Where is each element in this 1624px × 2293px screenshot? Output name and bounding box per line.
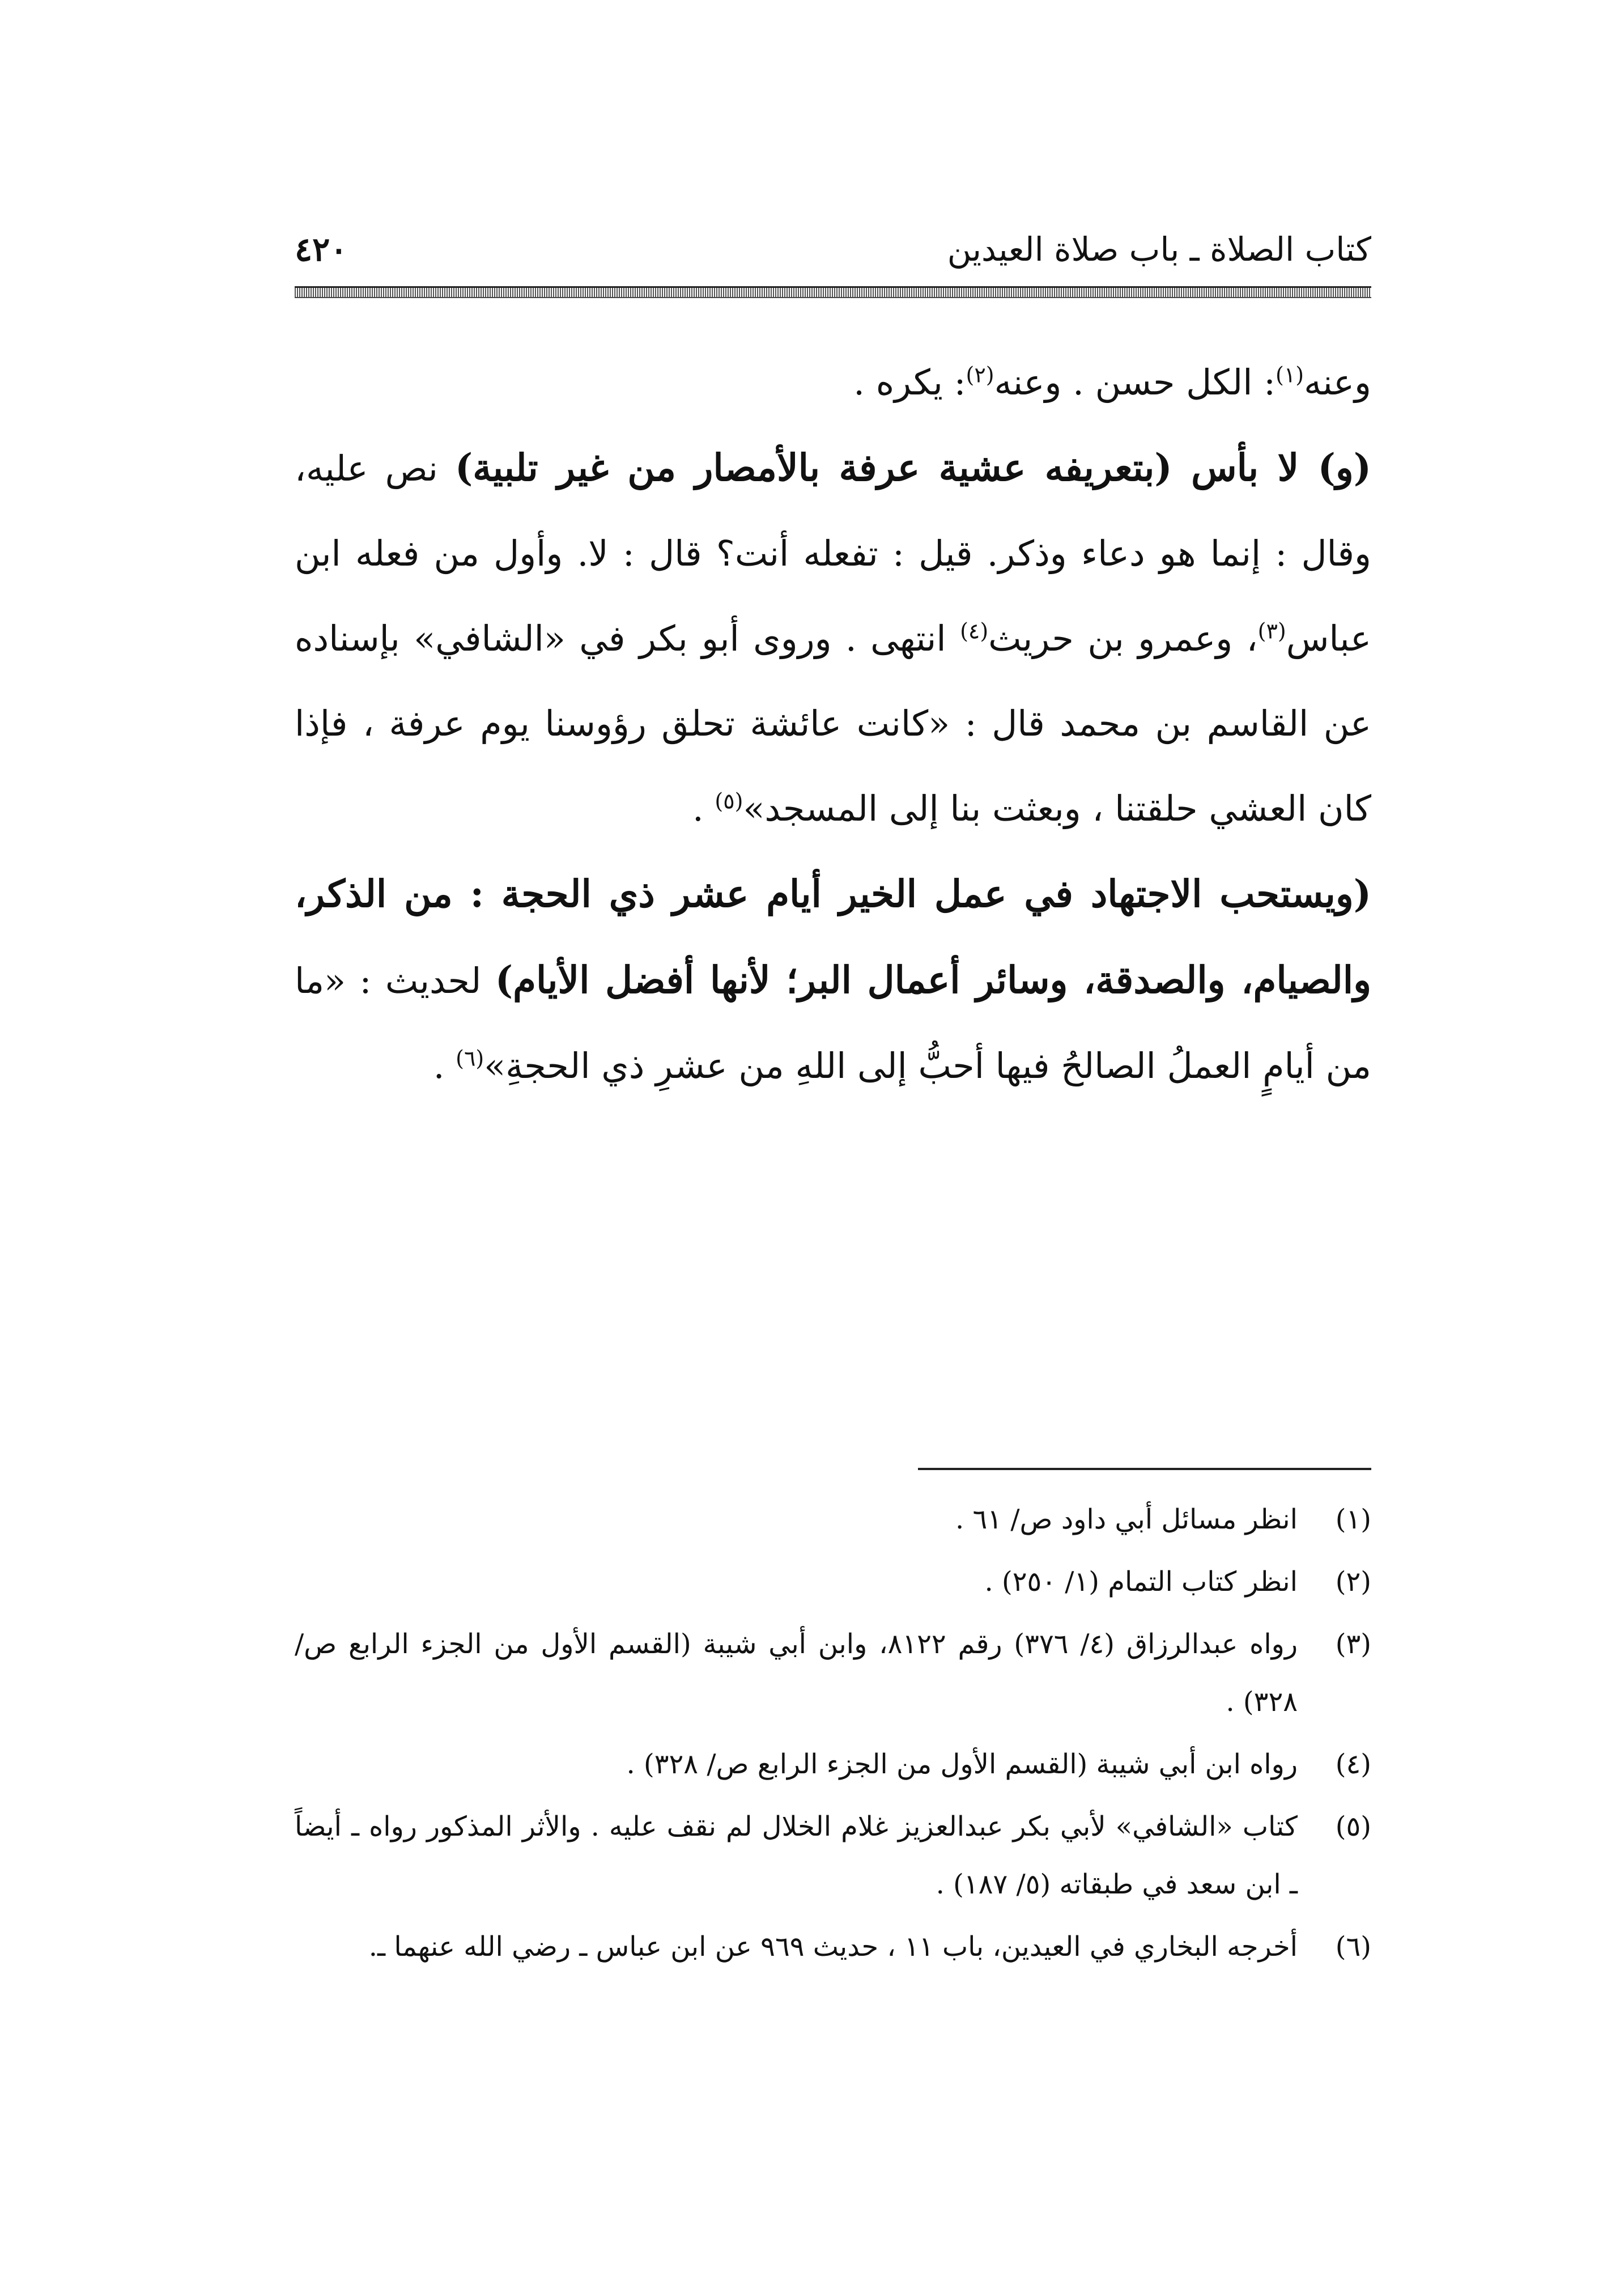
footnote-ref-5: (٥) xyxy=(715,788,743,814)
text-run: : الكل حسن . وعنه xyxy=(994,362,1276,403)
footnote-number: (٢) xyxy=(1335,1566,1371,1598)
footnote xyxy=(295,1491,1371,1548)
footnote-number: (٦) xyxy=(1335,1931,1371,1963)
footnote-ref-3: (٣) xyxy=(1257,618,1286,644)
matn-text: (و) لا بأس (بتعريفه عشية عرفة بالأمصار من غير تلبية) xyxy=(455,445,1371,490)
footnote xyxy=(295,1798,1371,1913)
footnote-separator xyxy=(918,1468,1371,1470)
text-run: نص عليه، وقال : إنما هو دعاء وذكر. قيل : تفعله أنت؟ قال : لا. وأول من فعله ابن عباس xyxy=(295,448,1372,659)
footnote-number: (٣) xyxy=(1335,1628,1371,1660)
text-run: انتهى . وروى أبو بكر في «الشافي» بإسناده عن القاسم بن محمد قال : «كانت عائشة تحلق رؤوسنا يوم عرفة ، فإذا كان العشي حلقتنا ، وبعثت بنا إلى المسجد» xyxy=(295,618,1371,829)
footnote-ref-2: (٢) xyxy=(966,362,994,388)
matn-text: (ويستحب الاجتهاد في عمل الخير أيام عشر ذي الحجة : من الذكر، والصيام، والصدقة، وسائر أعمال البر؛ لأنها أفضل الأيام) xyxy=(295,872,1371,1002)
text-run: . xyxy=(692,788,715,829)
text-run: ، وعمرو بن حريث xyxy=(988,618,1258,659)
footnote xyxy=(295,1735,1371,1793)
footnote-number: (١) xyxy=(1335,1504,1371,1535)
text-run: وعنه xyxy=(1304,362,1371,403)
text-run: لحديث : «ما من أيامٍ العملُ الصالحُ فيها أحبُّ إلى اللهِ من عشرِ ذي الحجةِ» xyxy=(295,960,1371,1086)
footnote-ref-6: (٦) xyxy=(456,1046,484,1071)
footnote-ref-1: (١) xyxy=(1276,362,1304,388)
footnote xyxy=(295,1553,1371,1611)
footnote-number: (٤) xyxy=(1335,1748,1371,1780)
footnote-number: (٥) xyxy=(1335,1811,1371,1842)
paragraph-3 xyxy=(295,851,1371,1109)
page-number: ٤٢٠ xyxy=(295,230,348,269)
main-text xyxy=(295,340,1371,1109)
footnote xyxy=(295,1615,1371,1731)
footnote-text: رواه عبدالرزاق (٤/ ٣٧٦) رقم ٨١٢٢، وابن أبي شيبة (القسم الأول من الجزء الرابع ص/ ٣٢٨) . xyxy=(295,1628,1298,1718)
text-run: . xyxy=(433,1045,456,1086)
footnote-ref-4: (٤) xyxy=(960,618,989,644)
footnotes xyxy=(295,1491,1371,1980)
footnote-text: كتاب «الشافي» لأبي بكر عبدالعزيز غلام الخلال لم نقف عليه . والأثر المذكور رواه ـ أيضاً ـ ابن سعد في طبقاته (٥/ ١٨٧) . xyxy=(295,1811,1298,1900)
header-rule xyxy=(295,286,1371,298)
footnote-text: أخرجه البخاري في العيدين، باب ١١ ، حديث ٩٦٩ عن ابن عباس ـ رضي الله عنهما ـ. xyxy=(368,1931,1298,1963)
header-title: كتاب الصلاة ـ باب صلاة العيدين xyxy=(947,230,1371,269)
footnote xyxy=(295,1918,1371,1976)
paragraph-1 xyxy=(295,340,1371,425)
running-header xyxy=(295,221,1371,289)
text-run: : يكره . xyxy=(853,362,966,403)
footnote-text: انظر مسائل أبي داود ص/ ٦١ . xyxy=(955,1504,1298,1535)
paragraph-2 xyxy=(295,425,1371,851)
footnote-text: انظر كتاب التمام (١/ ٢٥٠) . xyxy=(984,1566,1298,1598)
footnote-text: رواه ابن أبي شيبة (القسم الأول من الجزء الرابع ص/ ٣٢٨) . xyxy=(626,1748,1298,1780)
